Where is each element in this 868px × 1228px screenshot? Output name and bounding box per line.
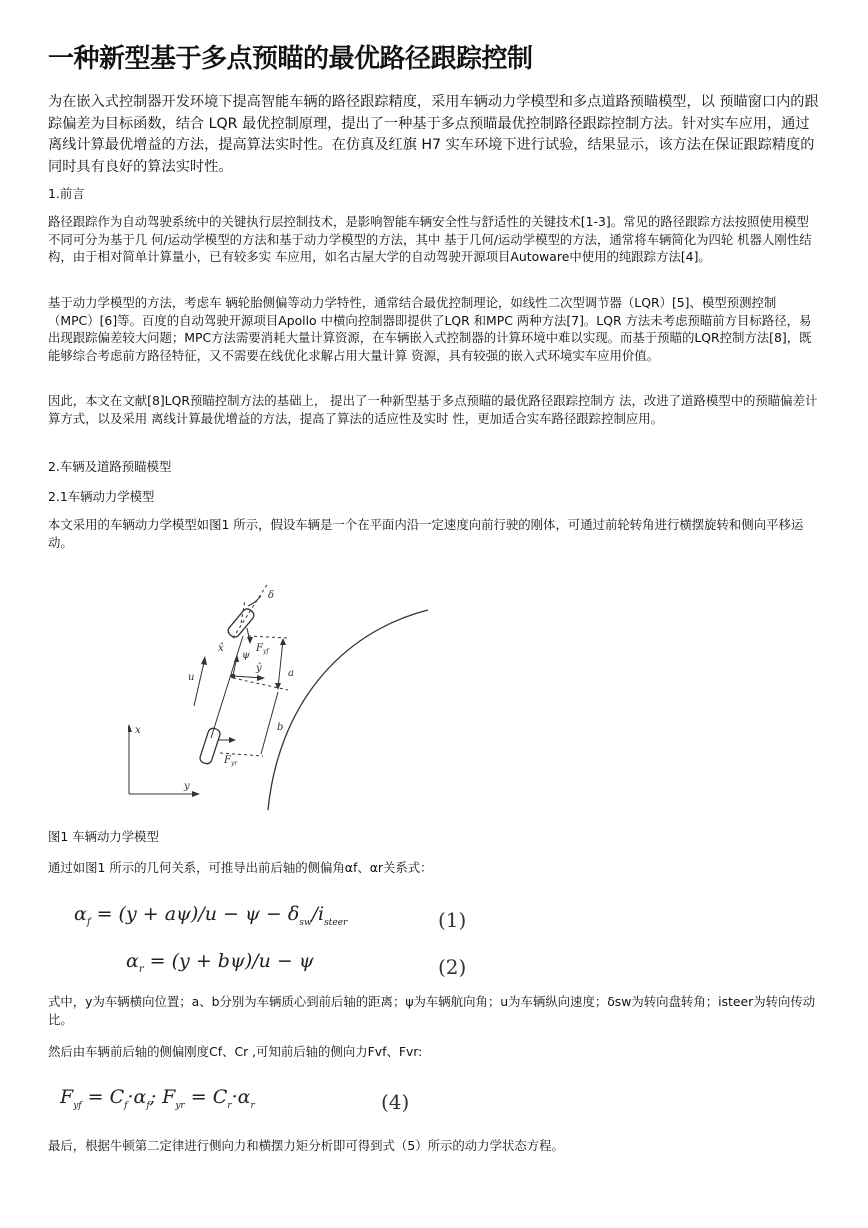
label-fyr: $F_{yr}$	[224, 755, 238, 767]
label-delta: δ	[268, 590, 275, 601]
paragraph: 路径跟踪作为自动驾驶系统中的关键执行层控制技术，是影响智能车辆安全性与舒适性的关键技术[1-3]。常见的路径跟踪方法按照使用模型不同可分为基于几 何/运动学模型的方法和基于动力学模型的方法，其中 基于几何/运动学模型的方法，通常将车辆简化为四轮 机器人刚性结构，由于相对简单计算量小，已有较多实 车应用，如名古屋大学的自动驾驶开源项目Autoware中使用的纯跟踪方法[4]。	[48, 214, 812, 265]
label-psi: ψ	[242, 650, 250, 661]
equation-1: $\alpha_f = (y + a\psi)/u - \psi - \delta_{sw}/i_{steer}$	[74, 903, 348, 928]
paragraph: 本文采用的车辆动力学模型如图1 所示，假设车辆是一个在平面内沿一定速度向前行驶的刚体，可通过前轮转角进行横摆旋转和侧向平移运动。	[48, 517, 804, 550]
paragraph: 最后，根据牛顿第二定律进行侧向力和横摆力矩分析即可得到式（5）所示的动力学状态方程。	[48, 1138, 564, 1153]
equation-4: $F_{yf} = C_f\cdot\alpha_f$; $F_{yr} = C_r\cdot\alpha_r$	[60, 1086, 255, 1111]
paragraph: 式中，y为车辆横向位置；a、b分别为车辆质心到前后轴的距离；ψ为车辆航向角；u为车辆纵向速度；δsw为转向盘转角；isteer为转向传动比。	[48, 994, 816, 1027]
section-heading-model: 2.车辆及道路预瞄模型	[48, 459, 172, 474]
axis-label-y: y	[184, 781, 190, 792]
section-heading-intro: 1.前言	[48, 186, 85, 201]
equation-number: (1)	[438, 908, 467, 932]
equation-2: $\alpha_r = (y + b\psi)/u - \psi$	[126, 950, 314, 975]
subsection-heading: 2.1车辆动力学模型	[48, 489, 155, 504]
abstract: 为在嵌入式控制器开发环境下提高智能车辆的路径跟踪精度，采用车辆动力学模型和多点道路预瞄模型，以 预瞄窗口内的跟踪偏差为目标函数，结合 LQR 最优控制原理，提出了一种基于多点预瞄最优控制路径跟踪控制方法。针对实车应用，通过离线计算最优增益的方法，提高算法实时性。在仿真及红旗 H7 实车环境下进行试验，结果显示，该方法在保证跟踪精度的同时具有良好的算法实时性。	[48, 94, 819, 175]
label-a: a	[288, 668, 294, 679]
label-y-hat: ŷ	[256, 663, 262, 674]
paragraph: 因此，本文在文献[8]LQR预瞄控制方法的基础上， 提出了一种新型基于多点预瞄的最优路径跟踪控制方 法，改进了道路模型中的预瞄偏差计算方式，以及采用 离线计算最优增益的方法，提高了算法的适应性及实时 性，更加适合实车路径跟踪控制应用。	[48, 393, 818, 426]
label-fyf: $F_{yf}$	[256, 643, 269, 655]
equation-number: (2)	[438, 955, 467, 979]
equation-number: (4)	[381, 1090, 410, 1114]
label-x-hat: x̂	[218, 643, 224, 654]
axis-label-x: x	[135, 725, 141, 736]
paragraph: 通过如图1 所示的几何关系，可推导出前后轴的侧偏角αf、αr关系式：	[48, 860, 433, 875]
label-u: u	[188, 672, 195, 683]
paper-title: 一种新型基于多点预瞄的最优路径跟踪控制	[48, 44, 533, 74]
vehicle-dynamics-figure	[128, 578, 438, 814]
paragraph: 然后由车辆前后轴的侧偏刚度Cf、Cr ,可知前后轴的侧向力Fvf、Fvr:	[48, 1044, 423, 1059]
paragraph: 基于动力学模型的方法，考虑车 辆轮胎侧偏等动力学特性，通常结合最优控制理论，如线性二次型调节器（LQR）[5]、模型预测控制（MPC）[6]等。百度的自动驾驶开源项目Apollo 中横向控制器即提供了LQR 和MPC 两种方法[7]。LQR 方法未考虑预瞄前方目标路径，易出现跟踪偏差较大问题；MPC方法需要消耗大量计算资源，在车辆嵌入式控制器的计算环境中难以实现。而基于预瞄的LQR控制方法[8]，既能够综合考虑前方路径特征，又不需要在线优化求解占用大量计算 资源，具有较强的嵌入式环境实车应用价值。	[48, 295, 812, 363]
label-b: b	[277, 722, 284, 733]
figure-caption: 图1 车辆动力学模型	[48, 829, 159, 844]
